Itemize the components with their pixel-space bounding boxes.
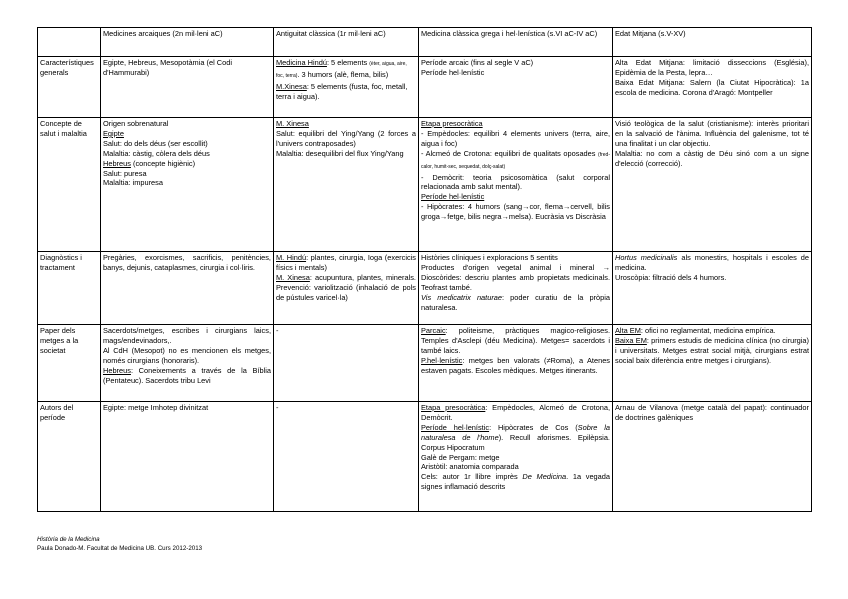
text-low-ma: Baixa EM	[615, 335, 647, 345]
text: Sacerdots/metges, escribes i cirurgians laics, mags/endevinadors,.	[103, 326, 271, 345]
cell-authors-archaic: Egipte: metge Imhotep divinitzat	[101, 402, 274, 512]
text-small: (fred-calor, humit-sec, sequedat, dolç-salat)	[421, 151, 610, 170]
text: Productes d'origen vegetal animal i mineral → Dioscòrides: descriu plantes amb propietats medicinals. Teofrast també.	[421, 262, 610, 292]
text: Aristòtil: anatomia comparada	[421, 462, 519, 472]
text: - Hipòcrates: 4 humors (sang→cor, flema→cervell, bilis groga→fetge, bilis negra→melsa). Eucràsia vs Discràsia	[421, 202, 610, 222]
text-italic: Sobre la naturalesa de l'home	[421, 422, 610, 442]
text-hindu: Medicina Hindú	[276, 58, 327, 67]
text: : politeisme, pràctiques magico-religioses. Temples d'Asclepi (déu Medicina). Metges= sacerdots i també laics.	[421, 326, 610, 355]
text: Malaltia: no com a càstig de Déu sinó com a un signe d'elecció (correcció).	[615, 148, 809, 168]
cell-concept-greek	[419, 118, 613, 252]
text-hellenistic: Període hel·lenístic	[421, 192, 485, 202]
row-label-authors: Autors del període	[38, 402, 101, 512]
text: . 3 humors (alè, flema, bilis)	[297, 69, 389, 79]
text-presocratic: Etapa presocràtica	[421, 119, 483, 128]
text-italic: De Medicina	[522, 472, 567, 482]
cell-role-greek	[419, 325, 613, 402]
text-xinesa: M. Xinesa	[276, 119, 309, 128]
text: : acupuntura, plantes, minerals. Prevenció: variolització (inhalació de pols de pústules varicel·la)	[276, 272, 416, 302]
text-hebrews: Hebreus	[103, 365, 131, 375]
table-row-diagnosis	[38, 252, 812, 325]
text: Malaltia: càstig, còlera dels déus	[103, 148, 210, 158]
text: : Empèdocles, Alcmeó de Crotona, Demòcrit.	[421, 403, 610, 422]
page-footer	[37, 535, 202, 553]
cell-diag-middle	[613, 252, 812, 325]
text: Malaltia: desequilibri del flux Ying/Yang	[276, 148, 404, 158]
text: Salut: do dels déus (ser escollit)	[103, 138, 208, 148]
text-hindu: M. Hindú	[276, 253, 307, 262]
text-italic: Vis medicatrix naturae	[421, 292, 503, 302]
text-hellenistic: P.hel·lenístic	[421, 355, 463, 365]
text: - Demòcrit: teoria psicosomàtica (salut corporal relacionada amb salut mental).	[421, 172, 610, 192]
text: : Coneixements a través de la Bíblia (Pentateuc). Sacerdots tribu Levi	[103, 365, 271, 385]
text: : poder curatiu de la pròpia naturalesa.	[421, 292, 610, 312]
cell-role-archaic	[101, 325, 274, 402]
cell-general-archaic: Egipte, Hebreus, Mesopotàmia (el Codi d'Hammurabi)	[101, 57, 274, 118]
cell-concept-classical	[274, 118, 419, 252]
text-small: (èter, aigua, aire, foc, terra)	[276, 61, 407, 79]
text: Període arcaic (fins al segle V aC)	[421, 58, 534, 67]
row-label-diagnosis: Diagnòstics i tractament	[38, 252, 101, 325]
text: Històries clíniques i exploracions 5 sentits	[421, 253, 558, 262]
text: : ofici no reglamentat, medicina empírica.	[640, 326, 776, 335]
text-presocratic: Etapa presocràtica	[421, 403, 486, 412]
text: - Empèdocles: equilibri 4 elements univers (terra, aire, aigua i foc)	[421, 128, 610, 148]
cell-diag-classical	[274, 252, 419, 325]
footer-title: Història de la Medicina	[37, 536, 100, 543]
text-high-ma: Alta EM	[615, 326, 641, 335]
cell-authors-classical-empty: -	[274, 402, 419, 512]
text: Cels: autor 1r llibre imprès	[421, 472, 523, 482]
row-label-role: Paper dels metges a la societat	[38, 325, 101, 402]
footer-author: Paula Donado-M. Facultat de Medicina UB. Curs 2012-2013	[37, 545, 203, 552]
text: Uroscòpia: filtració dels 4 humors.	[615, 272, 727, 282]
text: Visió teològica de la salut (cristianisme): interès prioritari en la salvació de l'ànima. Influència del galenisme, tot té una finalitat i un clar objectiu.	[615, 119, 809, 148]
text: Salut: puresa	[103, 168, 147, 178]
header-classical-antiquity: Antiguitat clàssica (1r mil·leni aC)	[274, 28, 419, 57]
text: Arnau de Vilanova (metge català del papat): continuador de doctrines galèniques	[615, 403, 809, 422]
text: - Alcmeó de Crotona: equilibri de qualitats oposades	[421, 148, 599, 158]
header-empty	[38, 28, 101, 57]
text: Baixa Edat Mitjana: Salern (la Ciutat Hipocràtica): 1a escola de medicina. Corona d'Aragó: Montpeller	[615, 77, 809, 97]
text: : plantes, cirurgia, Ioga (exercicis físics i mentals)	[276, 253, 417, 272]
history-of-medicine-table	[37, 27, 812, 512]
text: (concepte higiènic)	[130, 158, 196, 168]
text: : metges ben valorats (≠Roma), a Atenes estaven pagats. Escoles mèdiques. Metges itinerants.	[421, 355, 610, 375]
cell-concept-middle	[613, 118, 812, 252]
text-italic: Hortus medicinalis	[615, 253, 678, 262]
text: . 1a vegada signes inflamació descrits	[421, 472, 610, 492]
cell-diag-greek	[419, 252, 613, 325]
text: : 5 elements	[326, 58, 370, 67]
cell-authors-middle	[613, 402, 812, 512]
text: : 5 elements (fusta, foc, metall, terra i aigua).	[276, 81, 408, 101]
table-row-general	[38, 57, 812, 118]
text: Període hel·lenístic	[421, 67, 485, 77]
cell-role-middle	[613, 325, 812, 402]
text-hebrews: Hebreus	[103, 158, 131, 168]
text-hellenistic: Període hel·lenístic	[421, 422, 490, 432]
text: Al CdH (Mesopot) no es mencionen els metges, només cirurgians (honoraris).	[103, 345, 271, 365]
cell-concept-archaic	[101, 118, 274, 252]
text: Galè de Pergam: metge	[421, 452, 500, 462]
table-row-authors	[38, 402, 812, 512]
header-middle-ages: Edat Mitjana (s.V-XV)	[613, 28, 812, 57]
text: Salut: equilibri del Ying/Yang (2 forces a l'univers contraposades)	[276, 128, 416, 148]
header-archaic: Medicines arcaiques (2n mil·leni aC)	[101, 28, 274, 57]
text: Pregàries, exorcismes, sacrificis, penitències, banys, dejunis, cataplasmes, cirurgia i col·liris.	[103, 253, 271, 272]
text: : Hipòcrates de Cos (	[489, 422, 578, 432]
table-row-role	[38, 325, 812, 402]
cell-diag-archaic	[101, 252, 274, 325]
cell-general-greek	[419, 57, 613, 118]
text: : primers estudis de medicina clínica (no cirurgia) i universitats. Metges estrat social mitjà, cirurgians estrat social baix diferència entre metges i cirurgians).	[615, 335, 809, 365]
row-label-general: Característiques generals	[38, 57, 101, 118]
cell-general-middle	[613, 57, 812, 118]
cell-general-classical	[274, 57, 419, 118]
text: ). Recull aforismes. Epilèpsia. Corpus Hipocratum	[421, 432, 610, 452]
cell-role-classical-empty: -	[274, 325, 419, 402]
text: Alta Edat Mitjana: limitació disseccions (Església), Epidèmia de la Pesta, lepra…	[615, 58, 809, 77]
text-xinesa: M. Xinesa	[276, 272, 310, 282]
text: Malaltia: impuresa	[103, 178, 163, 188]
table-header-row	[38, 28, 812, 57]
header-greek-hellenistic: Medicina clàssica grega i hel·lenística (s.VI aC-IV aC)	[419, 28, 613, 57]
text: Origen sobrenatural	[103, 119, 169, 128]
text-egypt: Egipte	[103, 128, 124, 138]
text-xinesa: M.Xinesa	[276, 81, 307, 91]
text-archaic: Parcaic	[421, 326, 446, 335]
cell-authors-greek	[419, 402, 613, 512]
table-row-concept	[38, 118, 812, 252]
row-label-concept: Concepte de salut i malaltia	[38, 118, 101, 252]
text: als monestirs, hospitals i escoles de medicina.	[615, 253, 809, 272]
